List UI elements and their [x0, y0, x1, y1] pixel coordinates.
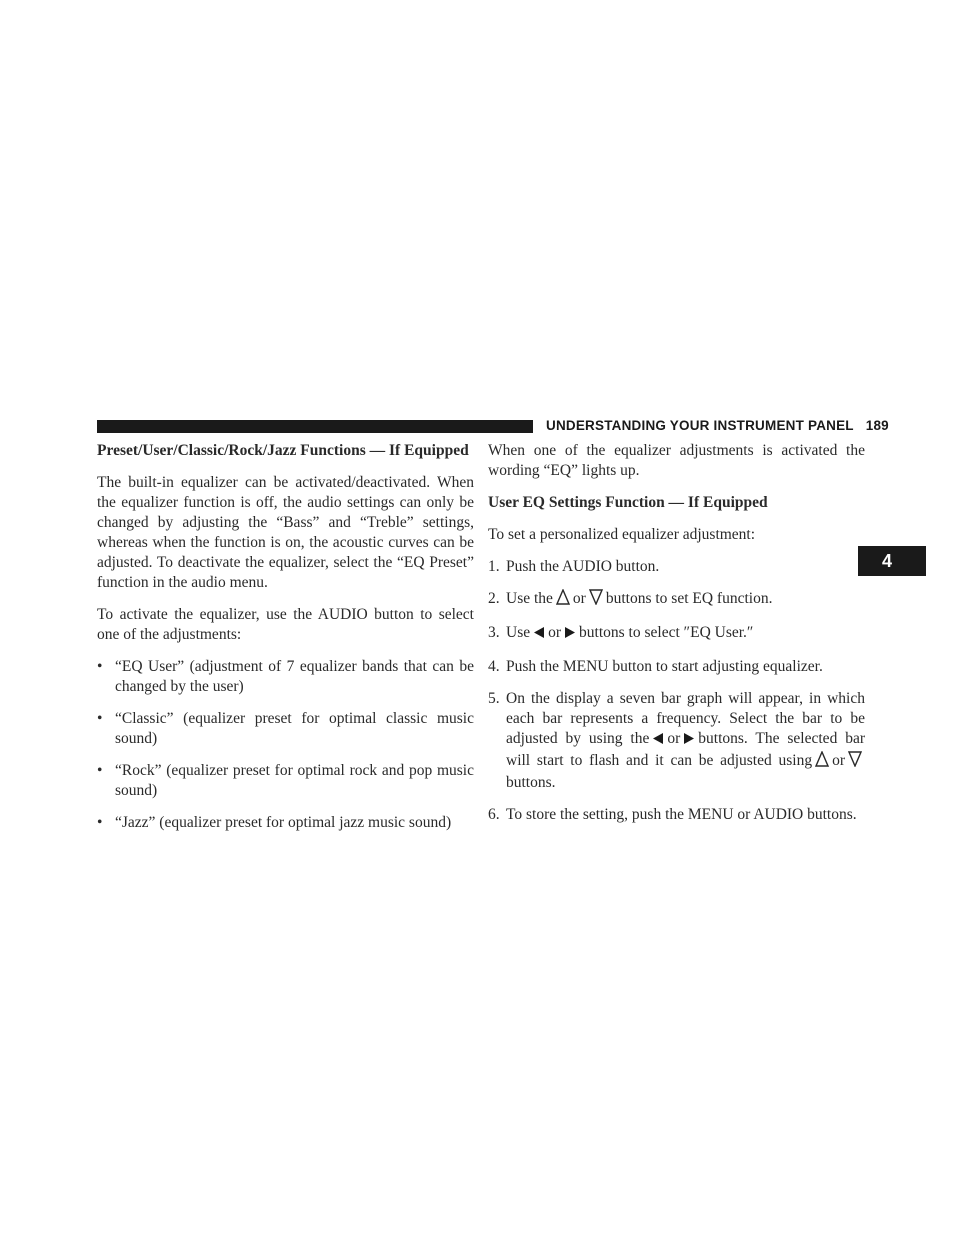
running-header	[546, 418, 889, 433]
step-text: buttons.	[506, 774, 556, 791]
list-item-text: “Jazz” (equalizer preset for optimal jazz music sound)	[115, 814, 452, 831]
step-text: or	[548, 624, 562, 641]
header-rule	[97, 420, 533, 433]
down-triangle-outline-icon	[848, 751, 862, 773]
step-number: 4.	[488, 658, 500, 675]
right-arrow-filled-icon	[683, 731, 695, 751]
step-number: 2.	[488, 590, 500, 607]
step-text: To store the setting, push the MENU or AUDIO buttons.	[506, 806, 857, 823]
chapter-tab: 4	[858, 546, 926, 576]
list-item	[97, 813, 474, 833]
bullet-icon: •	[97, 762, 103, 779]
step-item	[488, 805, 865, 825]
step-text: buttons to select ″EQ User.″	[579, 624, 754, 641]
step-text: Use the	[506, 590, 553, 607]
right-arrow-filled-icon	[564, 625, 576, 645]
up-triangle-outline-icon	[556, 589, 570, 611]
intro-paragraph: The built-in equalizer can be activated/deactivated. When the equalizer function is off, the audio settings can only be changed by adjusting the “Bass” and “Treble” settings, whereas when the function is on, the acoustic curves can be adjusted. To deactivate the equalizer, select the “EQ Preset” function in the audio menu.	[97, 474, 474, 591]
step-item	[488, 623, 865, 645]
step-item	[488, 557, 865, 577]
bullet-icon: •	[97, 658, 103, 675]
right-column	[488, 441, 865, 825]
list-item-text: “EQ User” (adjustment of 7 equalizer bands that can be changed by the user)	[115, 658, 474, 695]
list-item	[97, 761, 474, 801]
step-number: 5.	[488, 690, 500, 707]
step-text: Push the MENU button to start adjusting equalizer.	[506, 658, 823, 675]
list-item-text: “Rock” (equalizer preset for optimal rock and pop music sound)	[115, 762, 474, 799]
steps-lead: To set a personalized equalizer adjustment:	[488, 526, 756, 543]
step-text: or	[832, 752, 845, 769]
left-column	[97, 441, 474, 833]
step-text: buttons. The selected bar will start to flash and it can be adjusted using	[506, 730, 865, 769]
step-text: Use	[506, 624, 531, 641]
left-arrow-filled-icon	[652, 731, 664, 751]
eq-indicator-paragraph: When one of the equalizer adjustments is activated the wording “EQ” lights up.	[488, 442, 865, 479]
step-text: buttons to set EQ function.	[605, 590, 773, 607]
down-triangle-outline-icon	[589, 589, 603, 611]
step-item	[488, 589, 865, 611]
up-triangle-outline-icon	[815, 751, 829, 773]
activate-paragraph: To activate the equalizer, use the AUDIO button to select one of the adjustments:	[97, 606, 474, 643]
list-item	[97, 657, 474, 697]
bullet-icon: •	[97, 814, 103, 831]
section-heading: Preset/User/Classic/Rock/Jazz Functions — If Equipped	[97, 442, 469, 459]
left-arrow-filled-icon	[533, 625, 545, 645]
step-number: 6.	[488, 806, 500, 823]
step-text: or	[572, 590, 586, 607]
page-number: 189	[865, 418, 889, 433]
section-title: UNDERSTANDING YOUR INSTRUMENT PANEL	[546, 418, 854, 433]
step-number: 3.	[488, 624, 500, 641]
list-item	[97, 709, 474, 749]
list-item-text: “Classic” (equalizer preset for optimal classic music sound)	[115, 710, 474, 747]
step-text: Push the AUDIO button.	[506, 558, 660, 575]
bullet-icon: •	[97, 710, 103, 727]
step-item	[488, 689, 865, 793]
step-number: 1.	[488, 558, 500, 575]
step-item	[488, 657, 865, 677]
step-text: or	[667, 730, 681, 747]
section-heading: User EQ Settings Function — If Equipped	[488, 494, 768, 511]
step-text: On the display a seven bar graph will appear, in which each bar represents a frequency. Select the bar to be adjusted by using the	[506, 690, 865, 747]
